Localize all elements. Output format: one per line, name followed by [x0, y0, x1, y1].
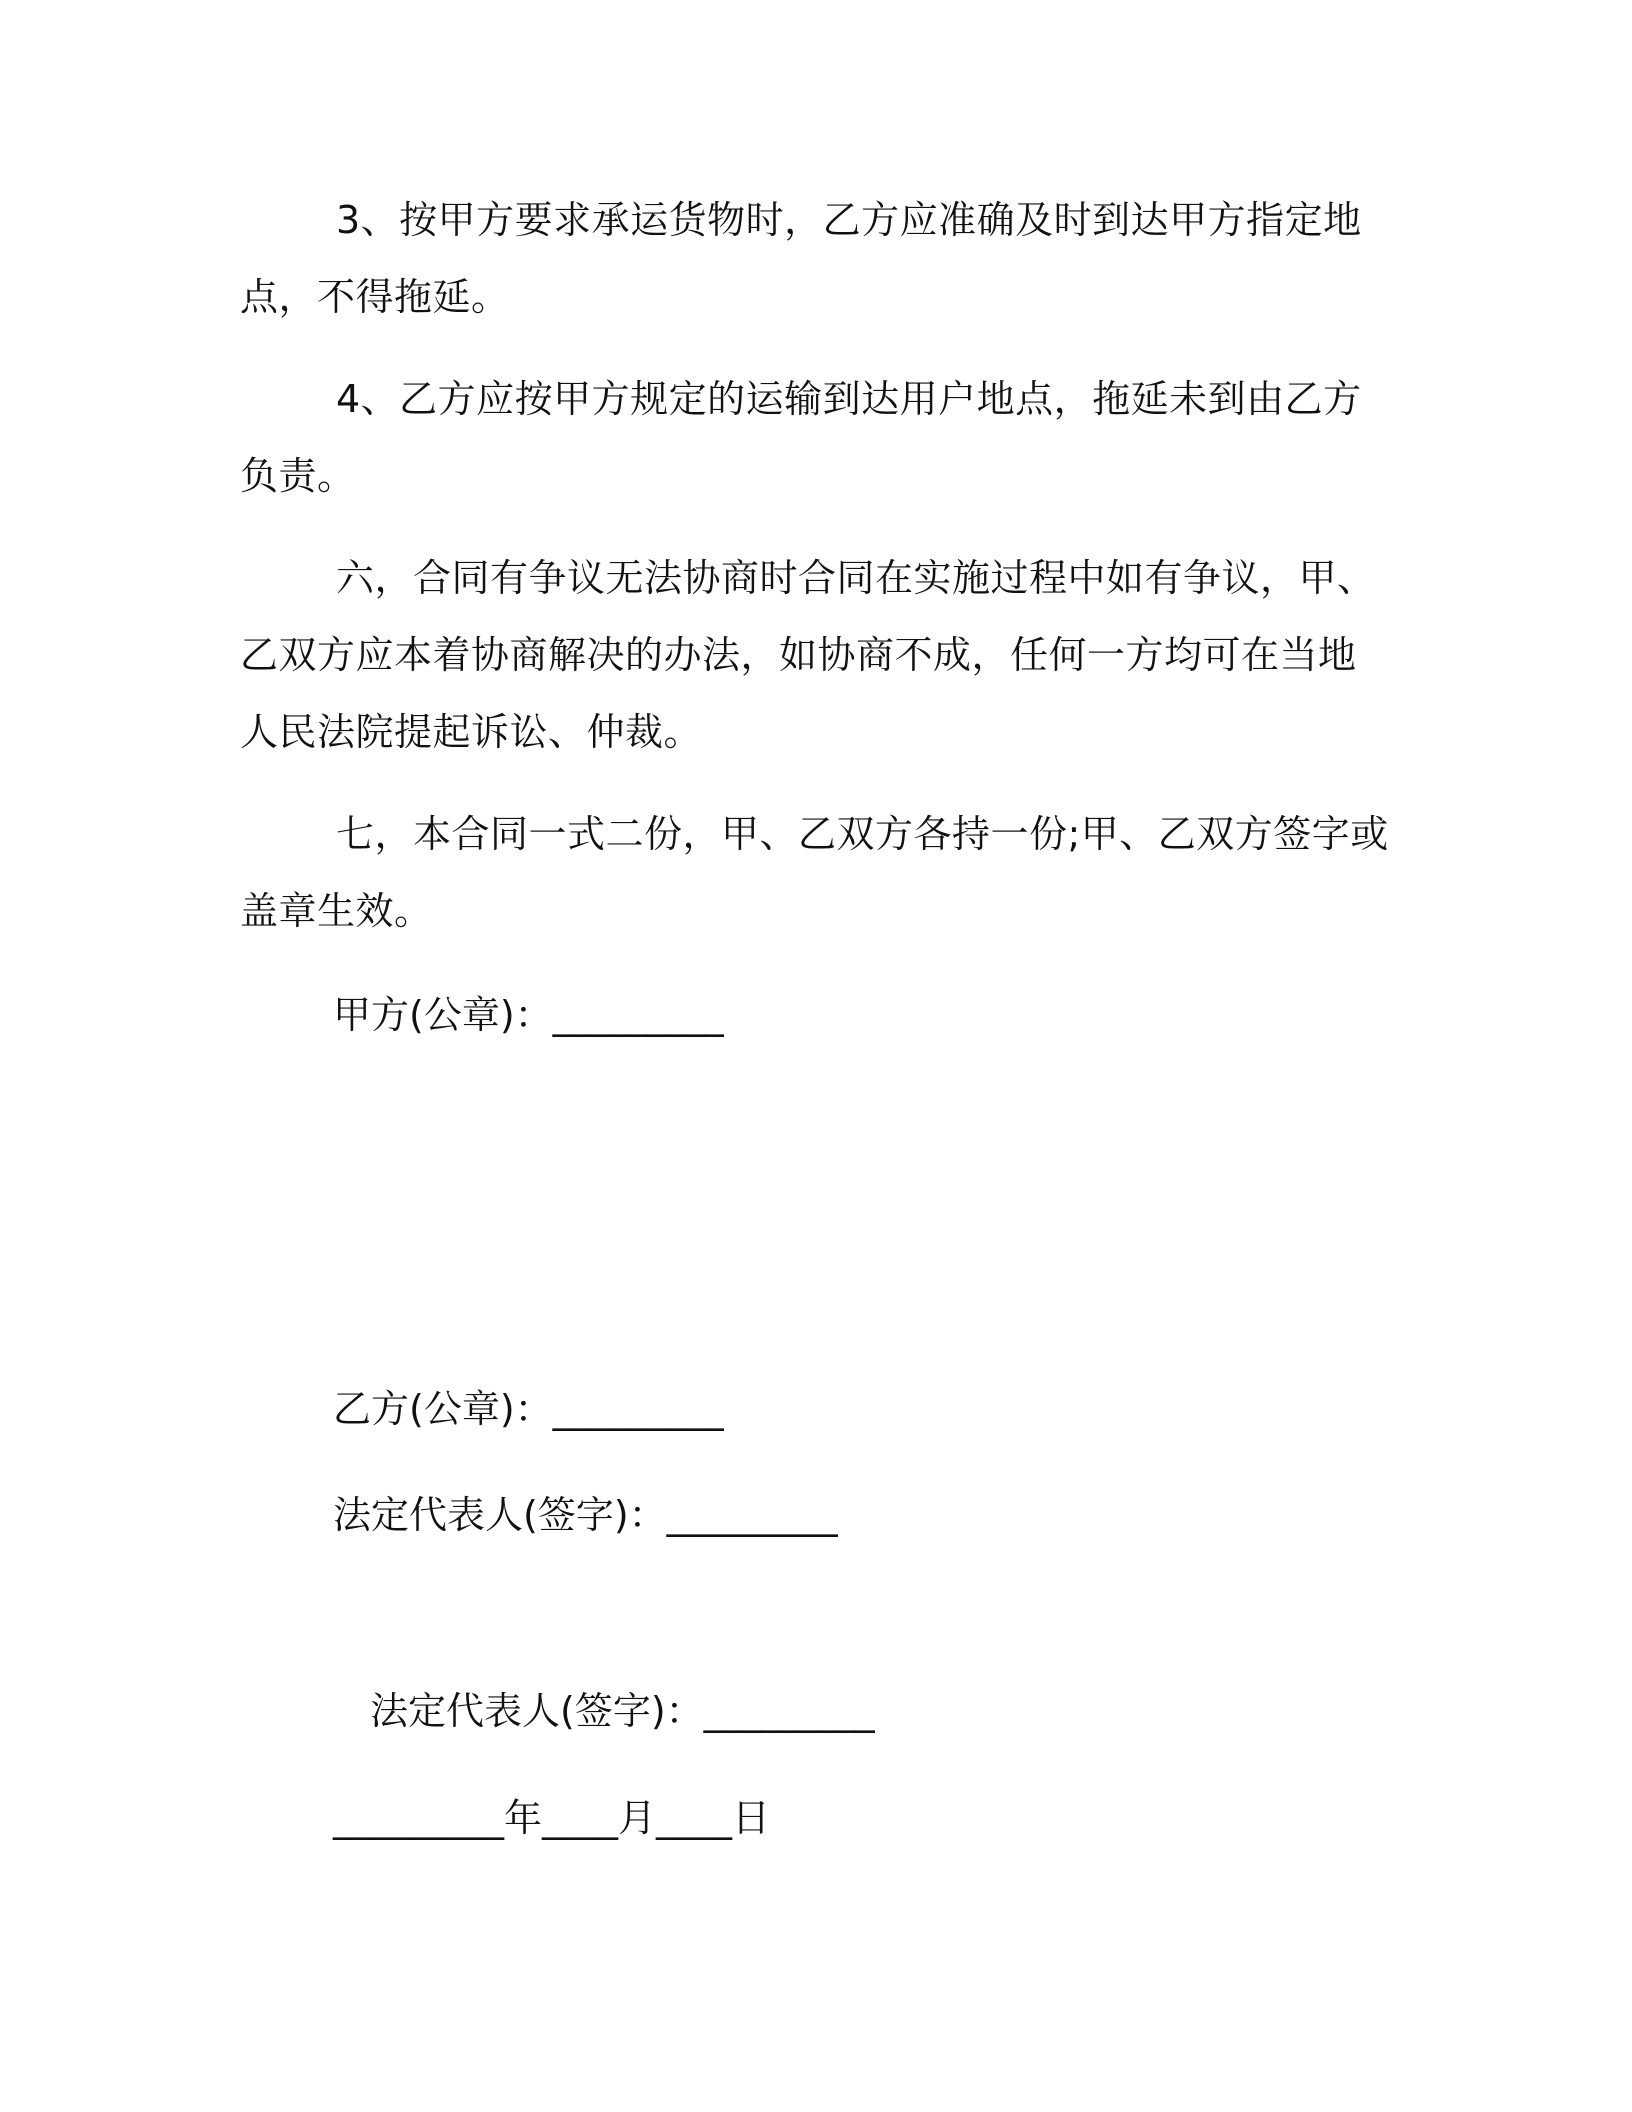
clause-seven-copies: 七，本合同一式二份，甲、乙双方各持一份;甲、乙双方签字或盖章生效。: [240, 812, 1389, 933]
date-line: _________年____月____日: [333, 1796, 771, 1840]
clause-3: 3、按甲方要求承运货物时，乙方应准确及时到达甲方指定地点，不得拖延。: [240, 198, 1362, 319]
legal-rep-signature-line-1: 法定代表人(签字)：_________: [333, 1493, 838, 1537]
clause-six-dispute: 六，合同有争议无法协商时合同在实施过程中如有争议，甲、乙双方应本着协商解决的办法，如协商不成，任何一方均可在当地人民法院提起诉讼、仲裁。: [240, 556, 1376, 754]
party-b-seal-line: 乙方(公章)：_________: [333, 1387, 724, 1431]
clause-4: 4、乙方应按甲方规定的运输到达用户地点，拖延未到由乙方负责。: [240, 377, 1362, 498]
party-a-seal-line: 甲方(公章)：_________: [333, 993, 724, 1037]
legal-rep-signature-line-2: 法定代表人(签字)：_________: [370, 1689, 875, 1733]
